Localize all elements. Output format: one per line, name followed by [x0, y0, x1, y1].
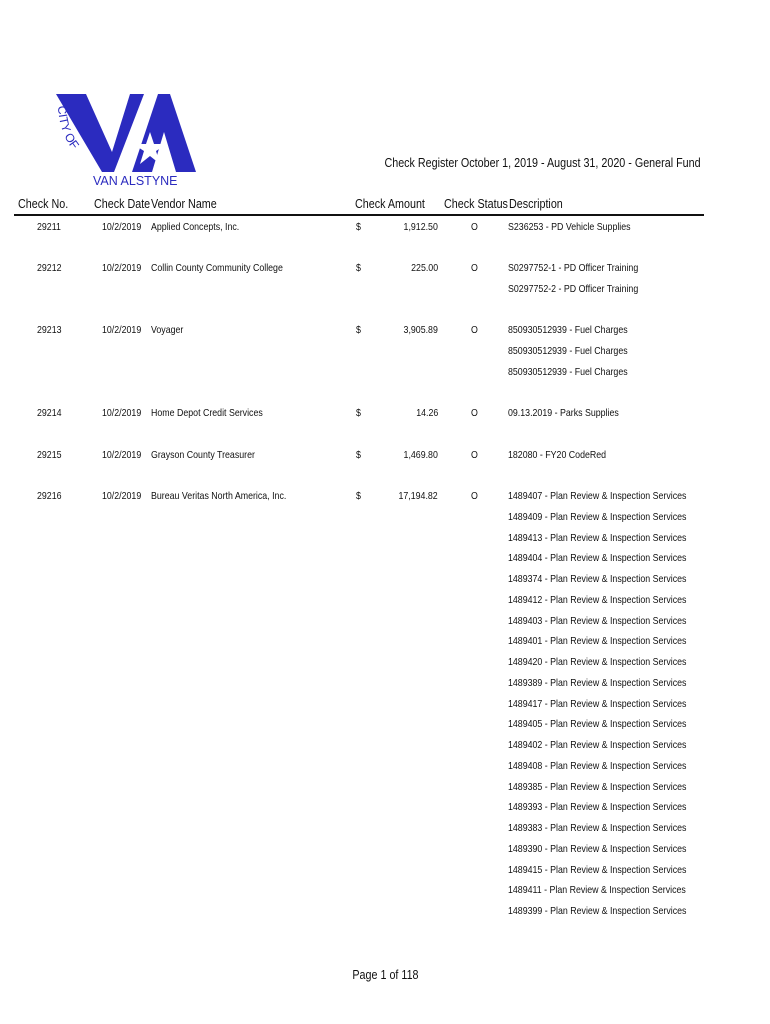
header-check-amount: Check Amount — [355, 197, 425, 211]
check-amount: 14.26 — [415, 407, 438, 419]
description-line: S0297752-2 - PD Officer Training — [508, 282, 639, 295]
description-line: 1489413 - Plan Review & Inspection Services — [508, 531, 687, 544]
check-status: O — [471, 449, 478, 461]
table-row — [0, 449, 770, 469]
description-line: 1489399 - Plan Review & Inspection Services — [508, 905, 687, 917]
check-amount: 17,194.82 — [398, 490, 438, 502]
currency-symbol: $ — [356, 490, 361, 502]
check-date: 10/2/2019 — [102, 221, 142, 233]
logo-name-text: VAN ALSTYNE — [93, 174, 178, 188]
check-status: O — [471, 490, 478, 502]
check-number: 29215 — [37, 449, 62, 461]
header-check-no: Check No. — [18, 197, 69, 211]
description-line: 1489403 - Plan Review & Inspection Services — [508, 614, 687, 627]
description-line: 1489385 - Plan Review & Inspection Services — [508, 780, 687, 793]
check-date: 10/2/2019 — [102, 449, 142, 461]
description-line: 1489411 - Plan Review & Inspection Services — [508, 884, 686, 897]
description-line: 1489408 - Plan Review & Inspection Services — [508, 759, 687, 772]
check-amount: 225.00 — [411, 262, 438, 274]
header-vendor-name: Vendor Name — [151, 197, 217, 211]
currency-symbol: $ — [356, 262, 361, 274]
city-logo — [50, 88, 200, 188]
description-line: 182080 - FY20 CodeRed — [508, 449, 607, 461]
description-line: 1489389 - Plan Review & Inspection Services — [508, 676, 687, 689]
header-check-date: Check Date — [94, 197, 151, 211]
currency-symbol: $ — [356, 324, 361, 336]
vendor-name: Home Depot Credit Services — [151, 407, 263, 419]
description-line: 850930512939 - Fuel Charges — [508, 365, 628, 378]
description-line: 1489407 - Plan Review & Inspection Services — [508, 490, 687, 502]
check-date: 10/2/2019 — [102, 262, 142, 274]
description-line: 1489412 - Plan Review & Inspection Services — [508, 593, 687, 606]
check-amount: 1,469.80 — [403, 449, 438, 461]
description-line: 1489409 - Plan Review & Inspection Services — [508, 510, 687, 523]
description-line: 1489393 - Plan Review & Inspection Services — [508, 801, 687, 814]
table-row — [0, 407, 770, 427]
check-number: 29213 — [37, 324, 62, 336]
check-date: 10/2/2019 — [102, 490, 142, 502]
check-amount: 1,912.50 — [403, 221, 438, 233]
header-rule — [14, 214, 704, 216]
check-number: 29211 — [37, 221, 61, 233]
description-line: 1489417 - Plan Review & Inspection Services — [508, 697, 687, 710]
description-line: 1489405 - Plan Review & Inspection Services — [508, 718, 687, 731]
check-status: O — [471, 324, 478, 336]
description-line: 1489374 - Plan Review & Inspection Services — [508, 573, 687, 585]
description-line: 1489415 - Plan Review & Inspection Services — [508, 863, 687, 876]
check-status: O — [471, 221, 478, 233]
description-line: 1489402 - Plan Review & Inspection Services — [508, 739, 687, 751]
vendor-name: Grayson County Treasurer — [151, 449, 255, 461]
table-row — [0, 324, 770, 344]
check-status: O — [471, 407, 478, 419]
vendor-name: Collin County Community College — [151, 262, 283, 274]
vendor-name: Voyager — [151, 324, 184, 336]
description-line: 1489404 - Plan Review & Inspection Services — [508, 552, 687, 565]
header-check-status: Check Status — [444, 197, 508, 211]
report-title: Check Register October 1, 2019 - August 31, 2020 - General Fund — [384, 156, 701, 170]
currency-symbol: $ — [356, 449, 361, 461]
page-number: Page 1 of 118 — [351, 968, 419, 982]
description-line: 1489401 - Plan Review & Inspection Services — [508, 635, 687, 648]
page-footer — [0, 968, 770, 982]
check-amount: 3,905.89 — [403, 324, 438, 336]
description-line: 1489383 - Plan Review & Inspection Services — [508, 822, 687, 834]
description-line: 1489390 - Plan Review & Inspection Services — [508, 842, 687, 855]
description-line: 1489420 - Plan Review & Inspection Services — [508, 656, 687, 668]
logo-city-text: CITY OF — [54, 105, 82, 152]
description-line: 850930512939 - Fuel Charges — [508, 324, 628, 336]
header-description: Description — [509, 197, 563, 211]
description-line: S236253 - PD Vehicle Supplies — [508, 221, 631, 233]
vendor-name: Applied Concepts, Inc. — [151, 221, 240, 233]
check-status: O — [471, 262, 478, 274]
check-date: 10/2/2019 — [102, 324, 142, 336]
description-line: 09.13.2019 - Parks Supplies — [508, 407, 619, 419]
check-date: 10/2/2019 — [102, 407, 142, 419]
check-number: 29214 — [37, 407, 62, 419]
description-line: S0297752-1 - PD Officer Training — [508, 262, 639, 274]
van-alstyne-logo-icon — [50, 88, 200, 188]
check-number: 29216 — [37, 490, 62, 502]
table-row — [0, 221, 770, 241]
table-row — [0, 262, 770, 282]
currency-symbol: $ — [356, 221, 361, 233]
currency-symbol: $ — [356, 407, 361, 419]
description-line: 850930512939 - Fuel Charges — [508, 344, 628, 357]
vendor-name: Bureau Veritas North America, Inc. — [151, 490, 287, 502]
check-number: 29212 — [37, 262, 62, 274]
